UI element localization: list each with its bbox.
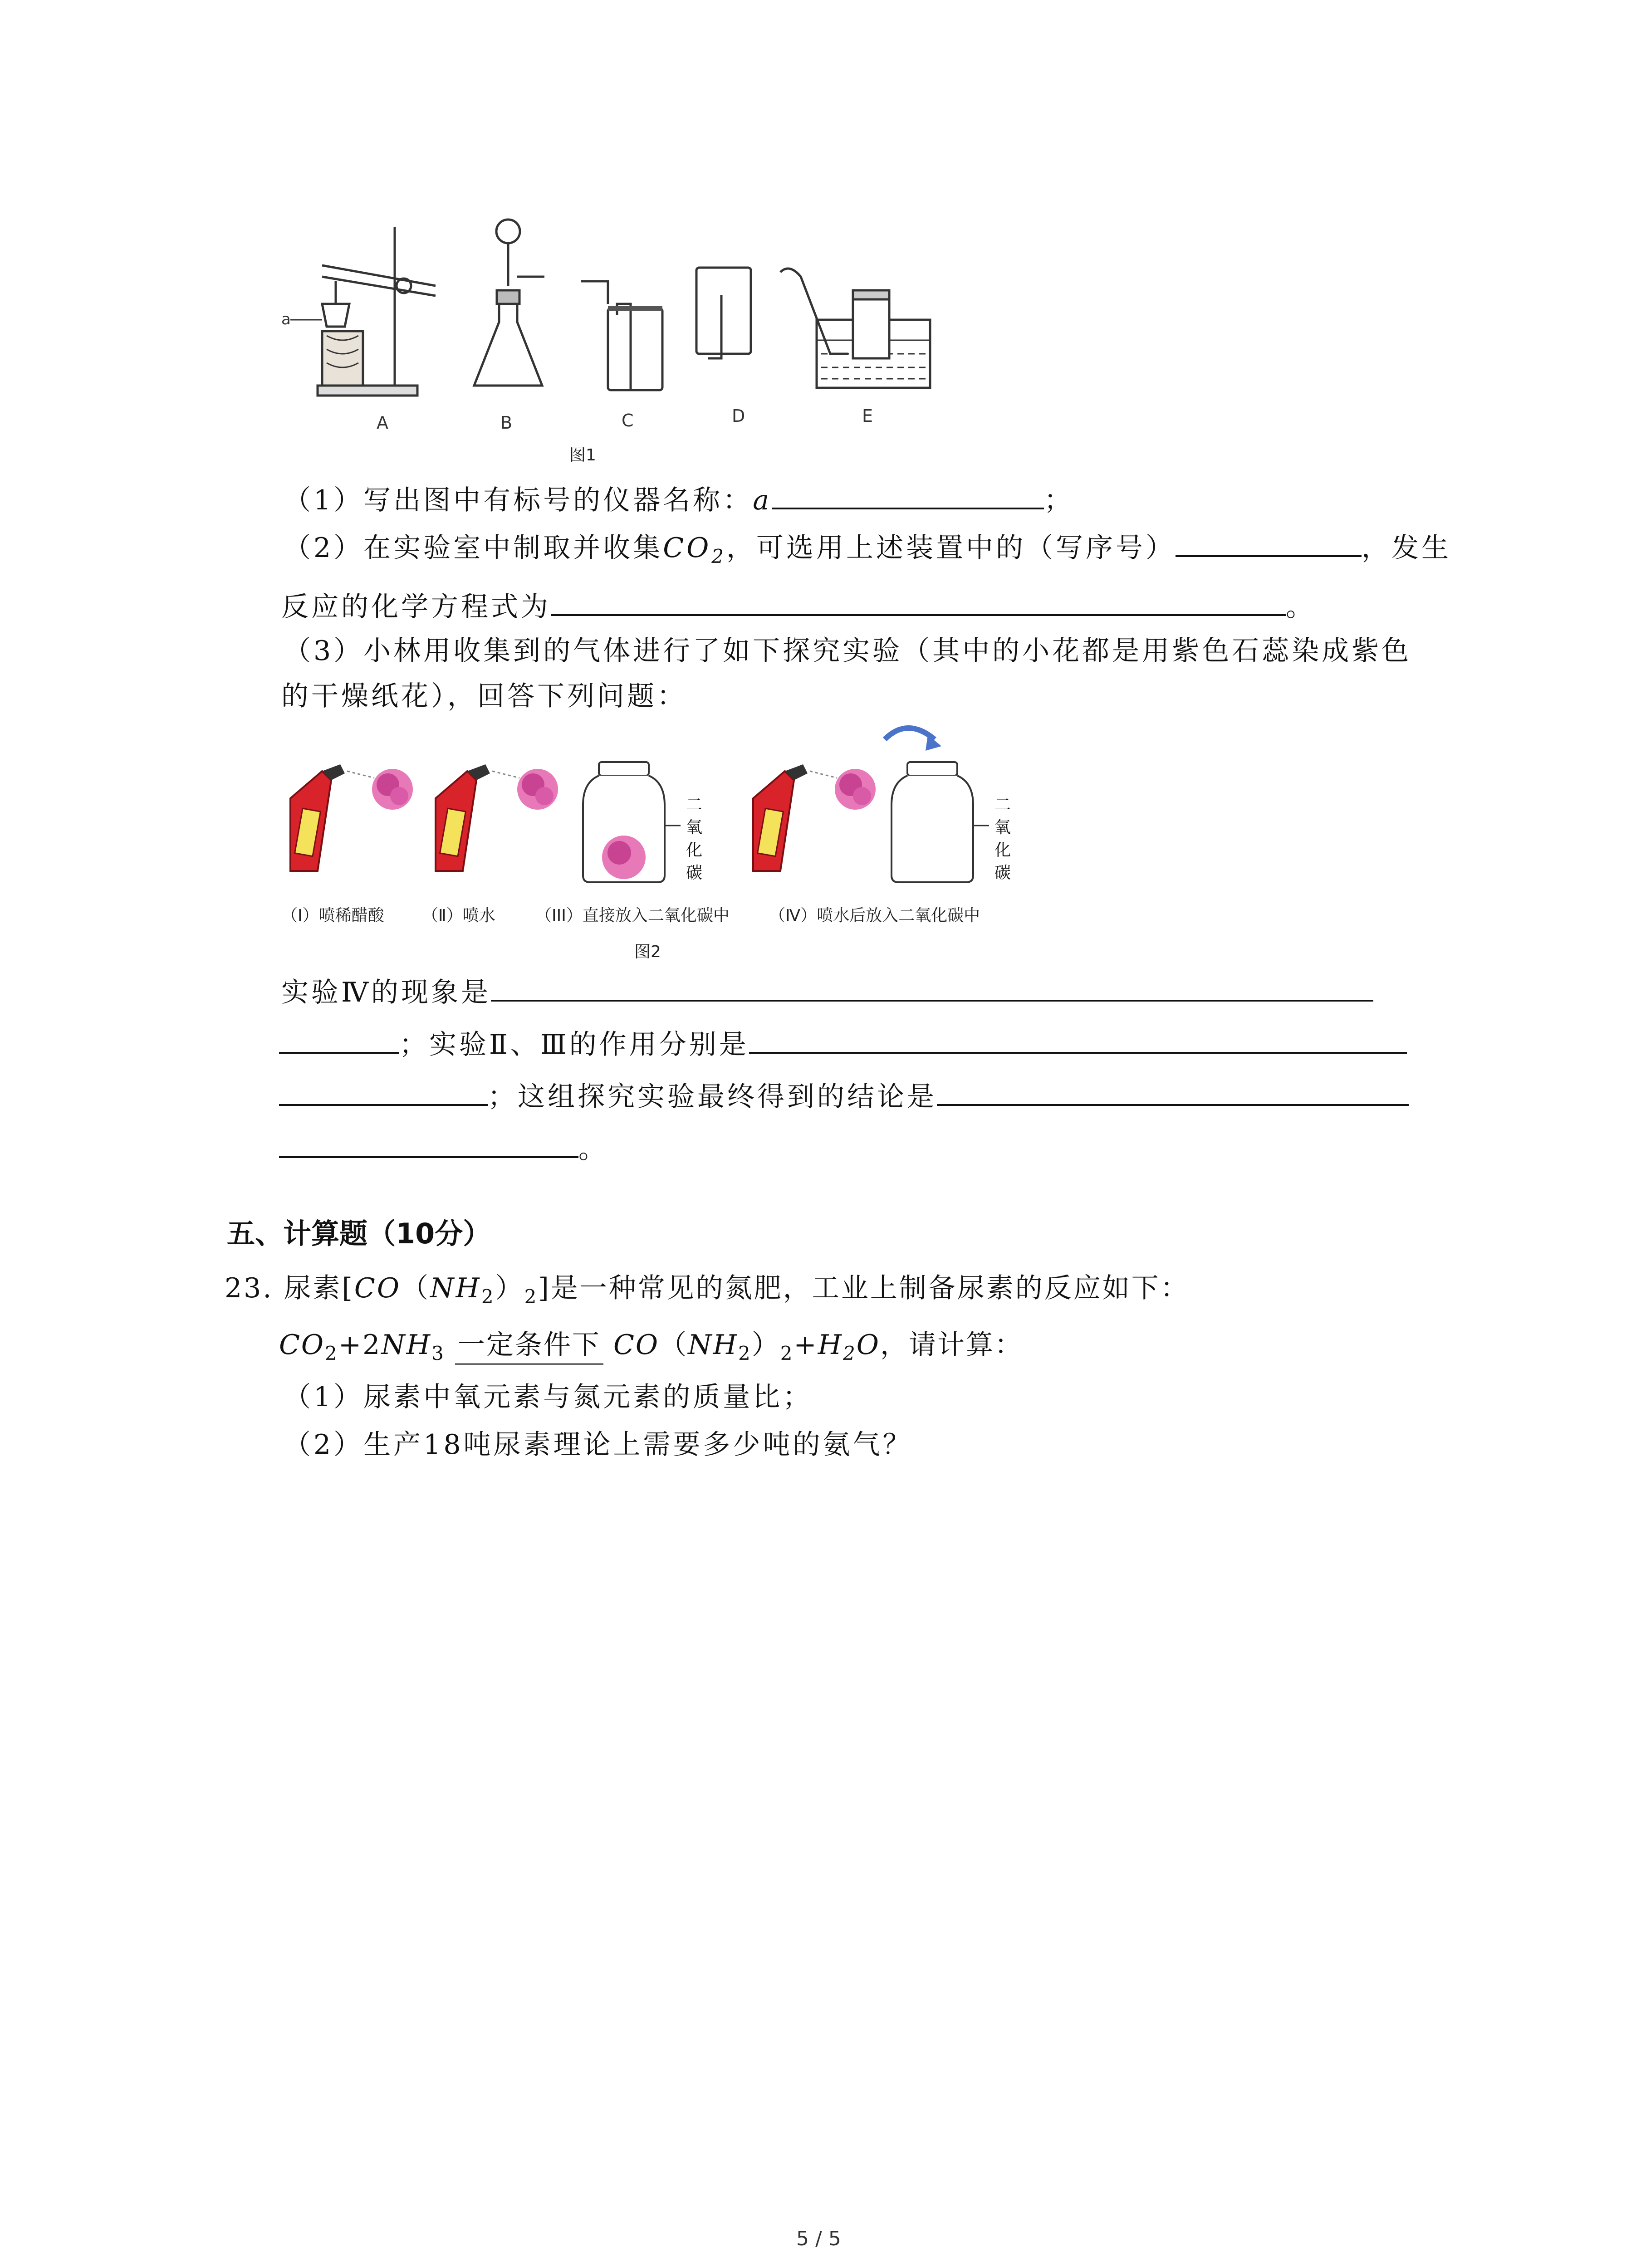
- eq-p2-sub: 2: [780, 1342, 794, 1364]
- q3-end: 。: [578, 1133, 608, 1165]
- eq-co: CO: [279, 1329, 325, 1361]
- q2-formula-sub: 2: [711, 545, 727, 567]
- q23-t3-sub: 2: [524, 1286, 539, 1308]
- eq-co-sub: 2: [325, 1342, 338, 1364]
- question-23-equation: [279, 1327, 1023, 1365]
- q3-answer-line-4: [279, 1127, 608, 1167]
- q3-phenomenon-blank-cont[interactable]: [279, 1023, 399, 1054]
- flower-2: [517, 769, 558, 810]
- apparatus-a-label: a: [281, 310, 291, 328]
- q1-var: a: [753, 484, 772, 516]
- q23-t4: ]是一种常见的氮肥，工业上制备尿素的反应如下：: [538, 1272, 1190, 1304]
- flower-1: [372, 769, 413, 810]
- jar-4-gas-label: 二 氧 化 碳: [994, 796, 1011, 882]
- q2-tail: ，发生: [1362, 532, 1452, 564]
- q23-t2: （: [401, 1272, 431, 1304]
- q1-end: ；: [1043, 484, 1074, 516]
- q23-t1: 尿素[: [284, 1272, 354, 1304]
- spray-bottle-4: [753, 764, 837, 871]
- q1-prefix: （1）写出图中有标号的仪器名称：: [284, 484, 753, 516]
- flower-4: [835, 769, 876, 810]
- q3-phenomenon-blank[interactable]: [491, 971, 1373, 1002]
- q23-t3: ）: [495, 1272, 524, 1304]
- question-2-line-1: [284, 526, 1451, 566]
- eq-h: H: [818, 1329, 843, 1361]
- fig2-caption-4: （Ⅳ）喷水后放入二氧化碳中: [769, 906, 980, 925]
- question-23-sub-1: （1）尿素中氧元素与氮元素的质量比；: [284, 1381, 813, 1413]
- eq-plus1: +2: [338, 1329, 382, 1361]
- fig2-caption-1: （I）喷稀醋酸: [281, 906, 384, 925]
- eq-plus2: +: [794, 1329, 818, 1361]
- question-1: [284, 479, 1074, 518]
- q23-f2-sub: 2: [481, 1286, 495, 1308]
- apparatus-a-base: [318, 386, 417, 396]
- jar-3-gas-label: 二 氧 化 碳: [686, 796, 702, 882]
- figure-1-apparatus: [272, 218, 930, 472]
- fig2-caption-2: （Ⅱ）喷水: [422, 906, 495, 925]
- apparatus-label-c: C: [622, 411, 634, 430]
- question-3-line-2: 的干燥纸花），回答下列问题：: [281, 680, 687, 712]
- eq-nh: NH: [381, 1329, 432, 1361]
- apparatus-label-a: A: [377, 413, 388, 433]
- eq-nh-sub: 3: [431, 1342, 445, 1364]
- eq-tail: ，请计算：: [880, 1329, 1023, 1361]
- q2-device-blank[interactable]: [1176, 526, 1362, 557]
- figure-2-experiment: [281, 721, 1030, 903]
- q3-conclusion-label: ；这组探究实验最终得到的结论是: [488, 1081, 937, 1113]
- apparatus-label-b: B: [500, 413, 513, 433]
- figure-1-caption: 图1: [569, 446, 596, 464]
- q23-number: 23.: [225, 1272, 274, 1304]
- spray-bottle-2: [436, 764, 519, 871]
- spray-bottle-1: [290, 764, 374, 871]
- figure-2-caption: 图2: [634, 943, 661, 961]
- q2-mid: ，可选用上述装置中的（写序号）: [726, 532, 1176, 564]
- q2-formula: CO: [663, 532, 712, 564]
- q2-equation-blank[interactable]: [551, 585, 1286, 616]
- eq-h-sub: 2: [843, 1342, 857, 1364]
- q3-answer-line-3: [279, 1075, 1409, 1115]
- q3-role-label: ；实验Ⅱ、Ⅲ的作用分别是: [399, 1029, 749, 1061]
- apparatus-label-d: D: [732, 406, 745, 426]
- question-23-sub-2: （2）生产18吨尿素理论上需要多少吨的氨气？: [284, 1429, 913, 1461]
- q23-f2: NH: [430, 1272, 481, 1304]
- q3-answer-line-1: [281, 971, 1373, 1011]
- apparatus-label-e: E: [862, 406, 873, 426]
- eq-p1: （: [659, 1329, 688, 1361]
- transfer-arrow: [885, 728, 935, 739]
- eq-condition: 一定条件下: [455, 1327, 603, 1365]
- eq-prod: CO: [613, 1329, 660, 1361]
- eq-o: O: [856, 1329, 880, 1361]
- q23-f1: CO: [354, 1272, 402, 1304]
- jar-3: [583, 762, 681, 882]
- q2-end: 。: [1286, 591, 1316, 623]
- eq-nh2: NH: [688, 1329, 738, 1361]
- eq-nh2-sub: 2: [738, 1342, 752, 1364]
- q3-phenomenon-label: 实验Ⅳ的现象是: [281, 977, 491, 1008]
- question-2-line-2: [281, 585, 1316, 625]
- page-number: 5 / 5: [796, 2227, 841, 2250]
- eq-p2: ）: [751, 1329, 780, 1361]
- q3-role-blank-cont[interactable]: [279, 1075, 488, 1106]
- q3-conclusion-blank-cont[interactable]: [279, 1127, 578, 1158]
- question-23-line-1: [225, 1270, 1190, 1306]
- q2-line2: 反应的化学方程式为: [281, 591, 551, 623]
- q3-conclusion-blank[interactable]: [937, 1075, 1409, 1106]
- q3-answer-line-2: [279, 1023, 1407, 1063]
- question-3-line-1: （3）小林用收集到的气体进行了如下探究实验（其中的小花都是用紫色石蕊染成紫色: [284, 635, 1412, 667]
- jar-4: [892, 762, 989, 882]
- q3-role-blank[interactable]: [749, 1023, 1407, 1054]
- section-5-title: 五、计算题（10分）: [227, 1217, 491, 1250]
- q2-prefix: （2）在实验室中制取并收集: [284, 532, 663, 564]
- q1-answer-blank[interactable]: [772, 479, 1044, 509]
- fig2-caption-3: （III）直接放入二氧化碳中: [535, 906, 730, 925]
